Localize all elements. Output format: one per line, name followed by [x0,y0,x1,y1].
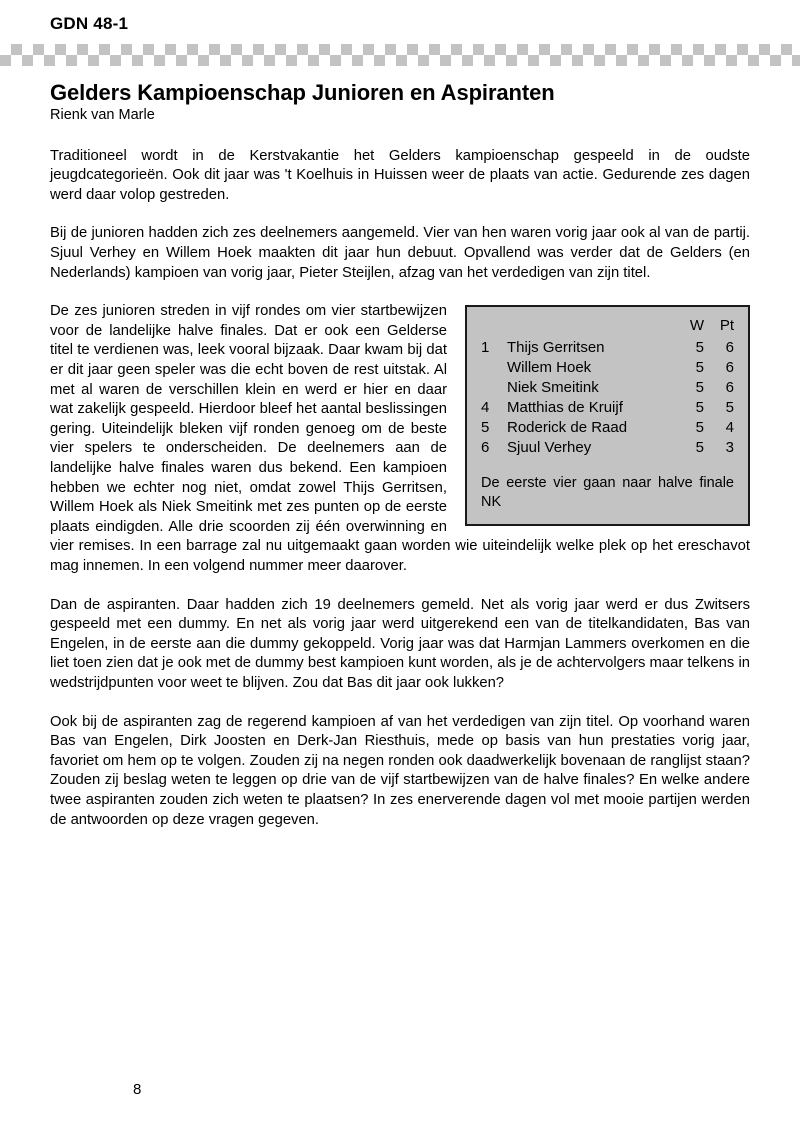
paragraph-3: De zes junioren streden in vijf rondes om vier startbewijzen voor de landelijke halve finales. Dat er ook een Gelderse titel te verdienen was, leek vooral bijzaak. Daar kwam bij dat er dit jaar geen speler was die echt boven de rest uitstak. Al met al waren de verschillen klein en werd er hier en daar wat zakelijk gespeeld. Hierdoor bleef het aantal beslissingen gering. Uiteindelijk bleken vijf ronden genoeg om de beste vier spelers te onderscheiden. De deelnemers aan de landelijke halve finales waren dus bekend. Een kampioen hebben we echter nog niet, omdat zowel Thijs Gerritsen, Willem Hoek als Niek Smeitink met zes punten op de eerste plaats eindigden. Alle drie scoorden zij één overwinning en vier remises. In een barrage zal nu uitgemaakt gaan worden wie uiteindelijk welke plek op het ereschavot mag innemen. In een volgend nummer meer daarover. [50,303,750,574]
cell-w: 5 [695,439,704,457]
table-row [481,338,734,358]
paragraph-5: Ook bij de aspiranten zag de regerend kampioen af van het verdedigen van zijn titel. Op voorhand waren Bas van Engelen, Dirk Joosten en Derk-Jan Riesthuis, mede op basis van hun prestaties vorig jaar, favoriet om hem op te volgen. Zouden zij na negen ronden ook daadwerkelijk bovenaan de ranglijst staan? Zouden zij beslag weten te leggen op drie van de vijf startbewijzen van de halve finales? En welke andere twee aspiranten zouden zich weten te plaatsen? In zes enerverende dagen vol met mooie partijen werden de antwoorden op deze vragen gegeven. [50,713,750,828]
standings-table-box [465,305,750,526]
cell-pt: 6 [725,359,734,377]
paragraph-1: Traditioneel wordt in de Kerstvakantie het Gelders kampioenschap gespeeld in de oudste jeugdcategorieën. Ook dit jaar was 't Koelhuis in Huissen weer de plaats van actie. Gedurende zes dagen werd daar volop gestreden. [50,147,750,203]
cell-rank [481,358,507,378]
column-header-w: W [689,317,704,335]
cell-rank [481,378,507,398]
table-row [481,358,734,378]
cell-pt: 4 [725,419,734,437]
article-title: Gelders Kampioenschap Junioren en Aspiranten [50,80,555,105]
cell-rank: 6 [481,439,490,457]
table-header-row [481,316,734,338]
cell-w: 5 [695,339,704,357]
cell-w: 5 [695,379,704,397]
cell-w: 5 [695,359,704,377]
column-header-name [507,316,674,338]
cell-pt: 5 [725,399,734,417]
checkerboard-rule-decoration [0,44,800,66]
cell-name: Thijs Gerritsen [507,339,605,357]
cell-name: Matthias de Kruijf [507,399,623,417]
cell-w: 5 [695,399,704,417]
column-header-rank [481,316,507,338]
cell-pt: 6 [725,339,734,357]
column-header-pt: Pt [719,317,734,335]
table-row [481,438,734,458]
cell-name: Sjuul Verhey [507,439,592,457]
article-author: Rienk van Marle [50,107,155,124]
table-row [481,378,734,398]
cell-rank: 4 [481,399,490,417]
cell-rank: 5 [481,419,490,437]
cell-name: Willem Hoek [507,359,592,377]
page-number: 8 [133,1081,142,1098]
paragraph-2: Bij de junioren hadden zich zes deelnemers aangemeld. Vier van hen waren vorig jaar ook al van de partij. Sjuul Verhey en Willem Hoek maakten dit jaar hun debuut. Opvallend was verder dat de Gelders (en Nederlands) kampioen van vorig jaar, Pieter Steijlen, afzag van het verdedigen van zijn titel. [50,225,750,281]
cell-pt: 6 [725,379,734,397]
table-row [481,418,734,438]
standings-table [481,316,734,458]
running-head: GDN 48-1 [50,14,129,33]
cell-name: Roderick de Raad [507,419,628,437]
table-row [481,398,734,418]
cell-pt: 3 [725,439,734,457]
article-body [50,80,750,830]
paragraph-4: Dan de aspiranten. Daar hadden zich 19 deelnemers gemeld. Net als vorig jaar werd er dus Zwitsers gespeeld met een dummy. En net als vorig jaar werd uitgerekend een van de titelkandidaten, Bas van Engelen, in de eerste aan die dummy gekoppeld. Vorig jaar was dat Harmjan Lammers overkomen en die liet toen zien dat je ook met de dummy best kampioen kunt worden, als je de achtervolgers maar telkens in wedstrijdpunten voor weet te blijven. Zou dat Bas dit jaar ook lukken? [50,596,750,691]
standings-note: De eerste vier gaan naar halve finale NK [481,475,734,511]
cell-name: Niek Smeitink [507,379,599,397]
cell-w: 5 [695,419,704,437]
cell-rank: 1 [481,339,490,357]
